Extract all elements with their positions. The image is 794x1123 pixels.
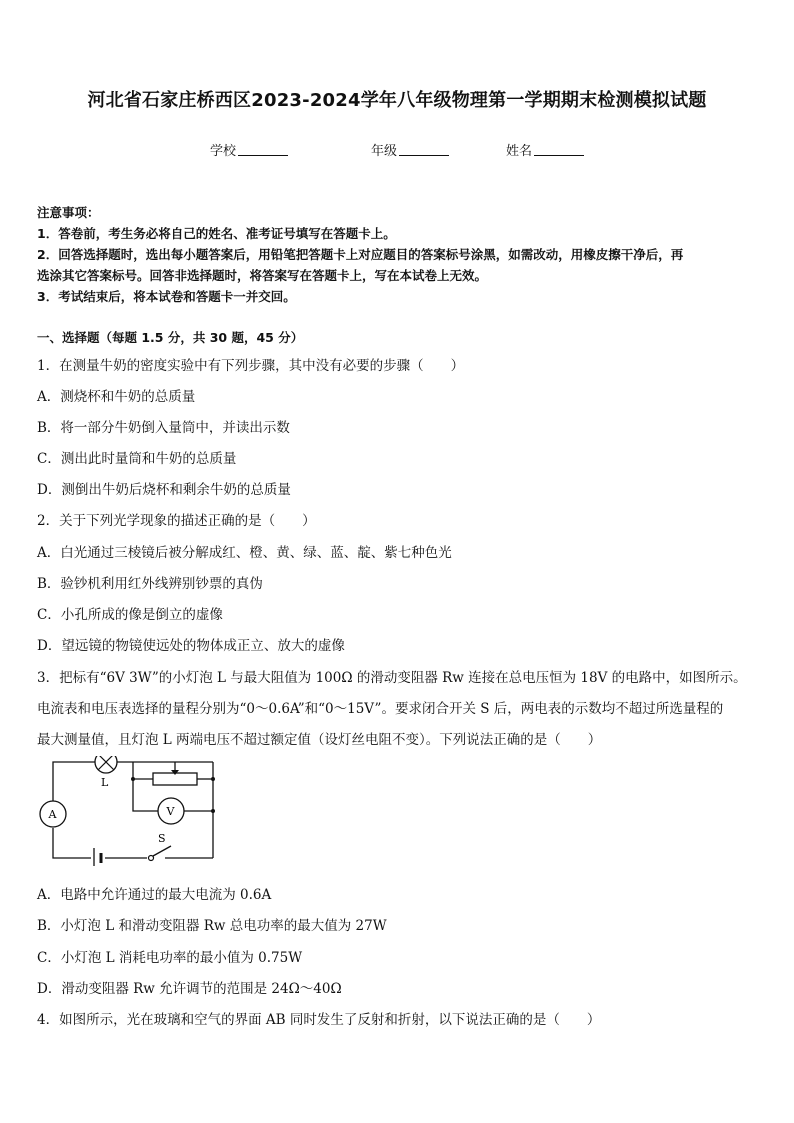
grade-field[interactable] <box>371 140 449 159</box>
question-2-option-d: D．望远镜的物镜使远处的物体成正立、放大的虚像 <box>37 638 345 654</box>
school-label: 学校 <box>210 144 237 159</box>
name-blank[interactable] <box>534 143 584 156</box>
name-label: 姓名 <box>506 144 533 159</box>
question-4-stem: 4．如图所示，光在玻璃和空气的界面 AB 同时发生了反射和折射，以下说法正确的是（ ） <box>37 1012 601 1028</box>
question-3-option-c: C．小灯泡 L 消耗电功率的最小值为 0.75W <box>37 950 303 966</box>
question-3-option-d: D．滑动变阻器 Rw 允许调节的范围是 24Ω～40Ω <box>37 981 342 997</box>
question-3-line-2: 电流表和电压表选择的量程分别为“0～0.6A”和“0～15V”。要求闭合开关 S 后，两电表的示数均不超过所选量程的 <box>37 701 724 717</box>
question-3-option-a: A．电路中允许通过的最大电流为 0.6A <box>37 887 272 903</box>
voltmeter-label: V <box>166 805 175 818</box>
grade-label: 年级 <box>371 144 398 159</box>
exam-title: 河北省石家庄桥西区2023-2024学年八年级物理第一学期期末检测模拟试题 <box>87 90 707 111</box>
notice-item-3: 3．考试结束后，将本试卷和答题卡一并交回。 <box>37 289 296 304</box>
question-1-option-d: D．测倒出牛奶后烧杯和剩余牛奶的总质量 <box>37 482 291 498</box>
wire-bottom-left <box>53 828 91 858</box>
rheostat-wire-left <box>133 762 153 779</box>
lamp-symbol <box>95 756 117 773</box>
grade-blank[interactable] <box>399 143 449 156</box>
circuit-diagram <box>37 756 227 866</box>
wire-top-left <box>53 762 95 801</box>
question-1-option-b: B．将一部分牛奶倒入量筒中，并读出示数 <box>37 420 290 436</box>
question-2-stem: 2．关于下列光学现象的描述正确的是（ ） <box>37 513 316 529</box>
section-heading: 一、选择题（每题 1.5 分，共 30 题，45 分） <box>37 330 304 345</box>
question-2-option-b: B．验钞机利用红外线辨别钞票的真伪 <box>37 576 263 592</box>
question-3-option-b: B．小灯泡 L 和滑动变阻器 Rw 总电功率的最大值为 27W <box>37 918 387 934</box>
school-blank[interactable] <box>238 143 288 156</box>
school-field[interactable] <box>210 140 288 159</box>
question-2-option-a: A．白光通过三棱镜后被分解成红、橙、黄、绿、蓝、靛、紫七种色光 <box>37 545 452 561</box>
notice-item-2-line-1: 2．回答选择题时，选出每小题答案后，用铅笔把答题卡上对应题目的答案标号涂黑，如需改动，用橡皮擦干净后，再 <box>37 247 684 262</box>
question-3-line-3: 最大测量值，且灯泡 L 两端电压不超过额定值（设灯丝电阻不变）。下列说法正确的是（ ） <box>37 732 602 748</box>
question-1-stem: 1．在测量牛奶的密度实验中有下列步骤，其中没有必要的步骤（ ） <box>37 358 465 374</box>
lamp-label: L <box>101 776 109 789</box>
question-1-option-c: C．测出此时量筒和牛奶的总质量 <box>37 451 237 467</box>
switch-label: S <box>158 832 166 845</box>
voltmeter-wire-left <box>133 779 158 811</box>
name-field[interactable] <box>506 140 584 159</box>
question-1-option-a: A．测烧杯和牛奶的总质量 <box>37 389 196 405</box>
question-3-line-1: 3．把标有“6V 3W”的小灯泡 L 与最大阻值为 100Ω 的滑动变阻器 Rw 连接在总电压恒为 18V 的电路中，如图所示。 <box>37 670 747 686</box>
question-2-option-c: C．小孔所成的像是倒立的虚像 <box>37 607 223 623</box>
switch-lever <box>153 846 171 856</box>
notice-item-1: 1．答卷前，考生务必将自己的姓名、准考证号填写在答题卡上。 <box>37 226 396 241</box>
ammeter-label: A <box>48 808 57 821</box>
notice-item-2-line-2: 选涂其它答案标号。回答非选择题时，将答案写在答题卡上，写在本试卷上无效。 <box>37 268 488 283</box>
notice-heading: 注意事项： <box>37 205 100 220</box>
switch-contact <box>149 856 154 861</box>
